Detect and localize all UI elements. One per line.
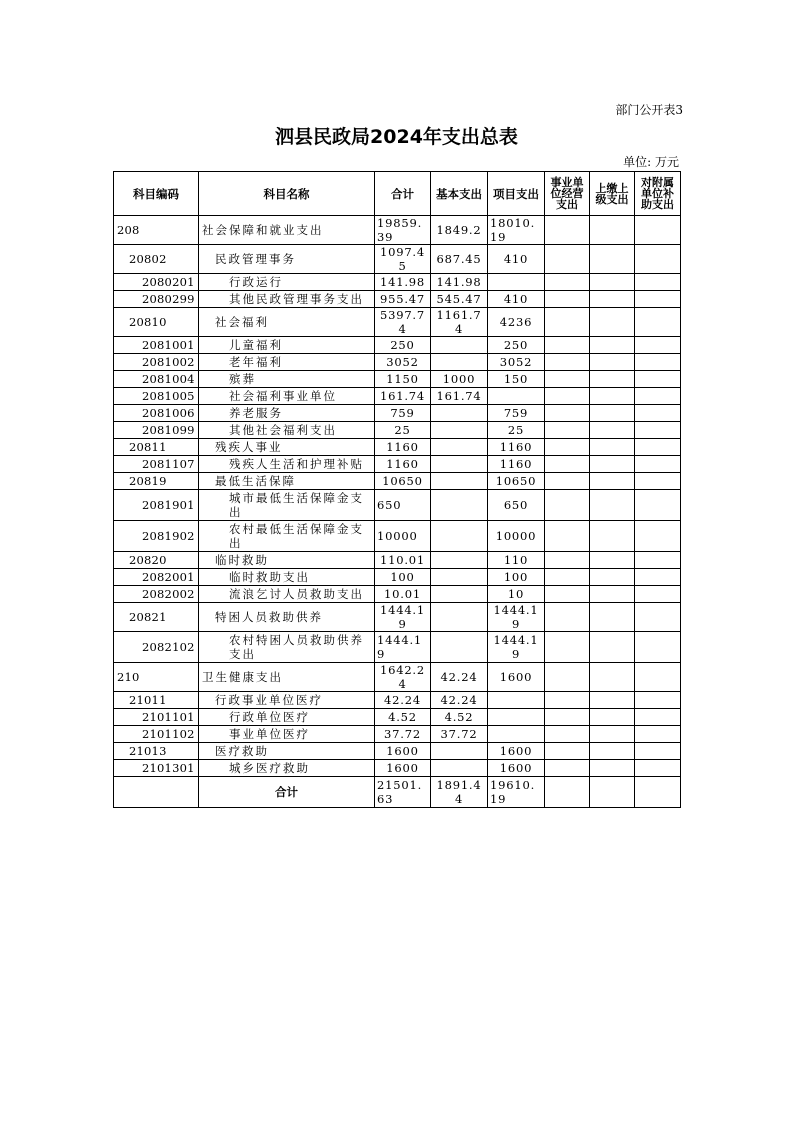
table-row [114, 308, 681, 337]
basic-cell [431, 337, 488, 354]
code-cell: 21013 [114, 743, 199, 760]
table-row [114, 274, 681, 291]
name-cell: 农村最低生活保障金支出 [199, 521, 375, 552]
basic-cell [431, 569, 488, 586]
project-cell: 10000 [488, 521, 545, 552]
code-cell: 2081001 [114, 337, 199, 354]
project-cell: 1160 [488, 456, 545, 473]
total-cell: 1160 [375, 439, 431, 456]
code-cell: 2081099 [114, 422, 199, 439]
basic-cell [431, 603, 488, 632]
basic-cell [431, 552, 488, 569]
business-cell [545, 709, 590, 726]
basic-cell [431, 439, 488, 456]
business-cell [545, 569, 590, 586]
table-row [114, 473, 681, 490]
project-cell: 10650 [488, 473, 545, 490]
header-subsidy: 对附属单位补助支出 [635, 172, 681, 216]
header-business: 事业单位经营支出 [545, 172, 590, 216]
subsidy-cell [635, 473, 681, 490]
business-cell [545, 337, 590, 354]
header-total: 合计 [375, 172, 431, 216]
subsidy-cell [635, 726, 681, 743]
code-cell: 2101301 [114, 760, 199, 777]
upper-cell [590, 586, 635, 603]
basic-cell [431, 473, 488, 490]
basic-cell: 4.52 [431, 709, 488, 726]
basic-cell [431, 490, 488, 521]
project-cell: 100 [488, 569, 545, 586]
code-cell: 2082001 [114, 569, 199, 586]
project-cell: 25 [488, 422, 545, 439]
total-cell: 759 [375, 405, 431, 422]
name-cell: 行政单位医疗 [199, 709, 375, 726]
header-name: 科目名称 [199, 172, 375, 216]
table-row [114, 354, 681, 371]
basic-cell [431, 354, 488, 371]
total-cell: 25 [375, 422, 431, 439]
business-cell [545, 388, 590, 405]
total-cell: 10650 [375, 473, 431, 490]
name-cell: 卫生健康支出 [199, 663, 375, 692]
code-cell: 2081107 [114, 456, 199, 473]
code-cell: 2082002 [114, 586, 199, 603]
subsidy-cell [635, 216, 681, 245]
code-cell: 2081005 [114, 388, 199, 405]
table-row [114, 692, 681, 709]
code-cell: 20819 [114, 473, 199, 490]
subsidy-cell [635, 603, 681, 632]
name-cell: 城市最低生活保障金支出 [199, 490, 375, 521]
subsidy-cell [635, 371, 681, 388]
total-cell: 37.72 [375, 726, 431, 743]
project-cell: 1444.19 [488, 603, 545, 632]
total-cell: 1150 [375, 371, 431, 388]
basic-cell: 141.98 [431, 274, 488, 291]
business-cell [545, 422, 590, 439]
total-cell: 19859.39 [375, 216, 431, 245]
total-business [545, 777, 590, 808]
table-row [114, 603, 681, 632]
upper-cell [590, 632, 635, 663]
business-cell [545, 663, 590, 692]
code-cell: 2101102 [114, 726, 199, 743]
basic-cell [431, 422, 488, 439]
subsidy-cell [635, 569, 681, 586]
business-cell [545, 371, 590, 388]
name-cell: 事业单位医疗 [199, 726, 375, 743]
total-cell: 10000 [375, 521, 431, 552]
subsidy-cell [635, 632, 681, 663]
project-cell: 1160 [488, 439, 545, 456]
code-cell: 20802 [114, 245, 199, 274]
form-tag: 部门公开表3 [615, 103, 683, 117]
name-cell: 其他民政管理事务支出 [199, 291, 375, 308]
table-row [114, 371, 681, 388]
name-cell: 流浪乞讨人员救助支出 [199, 586, 375, 603]
header-upper: 上缴上级支出 [590, 172, 635, 216]
upper-cell [590, 552, 635, 569]
project-cell: 1600 [488, 743, 545, 760]
project-cell: 250 [488, 337, 545, 354]
business-cell [545, 521, 590, 552]
table-row [114, 439, 681, 456]
business-cell [545, 274, 590, 291]
project-cell: 410 [488, 245, 545, 274]
unit-label: 单位: 万元 [623, 155, 679, 169]
subsidy-cell [635, 388, 681, 405]
project-cell [488, 692, 545, 709]
business-cell [545, 439, 590, 456]
project-cell: 1600 [488, 760, 545, 777]
upper-cell [590, 456, 635, 473]
code-cell: 2080201 [114, 274, 199, 291]
upper-cell [590, 371, 635, 388]
subsidy-cell [635, 552, 681, 569]
table-row [114, 743, 681, 760]
total-cell: 1600 [375, 743, 431, 760]
name-cell: 行政运行 [199, 274, 375, 291]
name-cell: 行政事业单位医疗 [199, 692, 375, 709]
total-cell: 1600 [375, 760, 431, 777]
total-cell: 42.24 [375, 692, 431, 709]
table-row [114, 632, 681, 663]
upper-cell [590, 422, 635, 439]
table-row [114, 663, 681, 692]
upper-cell [590, 473, 635, 490]
business-cell [545, 632, 590, 663]
upper-cell [590, 274, 635, 291]
table-body [114, 216, 681, 777]
project-cell: 1600 [488, 663, 545, 692]
table-row [114, 760, 681, 777]
basic-cell: 161.74 [431, 388, 488, 405]
name-cell: 养老服务 [199, 405, 375, 422]
business-cell [545, 490, 590, 521]
subsidy-cell [635, 439, 681, 456]
total-subsidy [635, 777, 681, 808]
code-cell: 20820 [114, 552, 199, 569]
subsidy-cell [635, 586, 681, 603]
upper-cell [590, 760, 635, 777]
subsidy-cell [635, 308, 681, 337]
upper-cell [590, 726, 635, 743]
upper-cell [590, 388, 635, 405]
business-cell [545, 552, 590, 569]
basic-cell: 687.45 [431, 245, 488, 274]
code-cell: 2082102 [114, 632, 199, 663]
code-cell: 2080299 [114, 291, 199, 308]
business-cell [545, 245, 590, 274]
code-cell: 2081901 [114, 490, 199, 521]
business-cell [545, 586, 590, 603]
upper-cell [590, 490, 635, 521]
upper-cell [590, 521, 635, 552]
business-cell [545, 354, 590, 371]
project-cell: 1444.19 [488, 632, 545, 663]
business-cell [545, 308, 590, 337]
upper-cell [590, 245, 635, 274]
project-cell: 10 [488, 586, 545, 603]
upper-cell [590, 569, 635, 586]
table-row [114, 388, 681, 405]
business-cell [545, 603, 590, 632]
subsidy-cell [635, 490, 681, 521]
upper-cell [590, 603, 635, 632]
total-cell: 110.01 [375, 552, 431, 569]
project-cell: 759 [488, 405, 545, 422]
subsidy-cell [635, 663, 681, 692]
name-cell: 临时救助支出 [199, 569, 375, 586]
business-cell [545, 291, 590, 308]
total-cell: 10.01 [375, 586, 431, 603]
table-row [114, 709, 681, 726]
subsidy-cell [635, 709, 681, 726]
name-cell: 社会保障和就业支出 [199, 216, 375, 245]
total-cell: 250 [375, 337, 431, 354]
total-total: 21501.63 [375, 777, 431, 808]
subsidy-cell [635, 245, 681, 274]
subsidy-cell [635, 405, 681, 422]
table-row [114, 405, 681, 422]
basic-cell: 37.72 [431, 726, 488, 743]
table-row [114, 422, 681, 439]
business-cell [545, 726, 590, 743]
subsidy-cell [635, 760, 681, 777]
subsidy-cell [635, 274, 681, 291]
upper-cell [590, 291, 635, 308]
business-cell [545, 405, 590, 422]
total-cell: 5397.74 [375, 308, 431, 337]
basic-cell: 1000 [431, 371, 488, 388]
code-cell: 208 [114, 216, 199, 245]
total-cell: 1097.45 [375, 245, 431, 274]
upper-cell [590, 354, 635, 371]
name-cell: 儿童福利 [199, 337, 375, 354]
basic-cell: 42.24 [431, 692, 488, 709]
table-row [114, 216, 681, 245]
expenditure-table [113, 171, 681, 808]
total-cell: 1160 [375, 456, 431, 473]
upper-cell [590, 308, 635, 337]
basic-cell [431, 405, 488, 422]
upper-cell [590, 709, 635, 726]
basic-cell: 42.24 [431, 663, 488, 692]
total-upper [590, 777, 635, 808]
total-cell: 100 [375, 569, 431, 586]
name-cell: 民政管理事务 [199, 245, 375, 274]
total-cell: 3052 [375, 354, 431, 371]
business-cell [545, 760, 590, 777]
code-cell: 2101101 [114, 709, 199, 726]
code-cell: 21011 [114, 692, 199, 709]
subsidy-cell [635, 354, 681, 371]
upper-cell [590, 663, 635, 692]
total-cell: 4.52 [375, 709, 431, 726]
name-cell: 其他社会福利支出 [199, 422, 375, 439]
project-cell [488, 726, 545, 743]
subsidy-cell [635, 743, 681, 760]
project-cell [488, 709, 545, 726]
basic-cell [431, 632, 488, 663]
header-code: 科目编码 [114, 172, 199, 216]
basic-cell: 1849.2 [431, 216, 488, 245]
basic-cell [431, 760, 488, 777]
name-cell: 残疾人事业 [199, 439, 375, 456]
total-cell: 1642.24 [375, 663, 431, 692]
code-cell: 20821 [114, 603, 199, 632]
basic-cell [431, 456, 488, 473]
code-cell: 2081006 [114, 405, 199, 422]
total-row [114, 777, 681, 808]
project-cell [488, 388, 545, 405]
code-cell: 210 [114, 663, 199, 692]
total-cell: 141.98 [375, 274, 431, 291]
project-cell: 110 [488, 552, 545, 569]
basic-cell: 1161.74 [431, 308, 488, 337]
upper-cell [590, 216, 635, 245]
header-basic: 基本支出 [431, 172, 488, 216]
subsidy-cell [635, 337, 681, 354]
table-row [114, 490, 681, 521]
name-cell: 城乡医疗救助 [199, 760, 375, 777]
code-cell: 20811 [114, 439, 199, 456]
code-cell: 2081004 [114, 371, 199, 388]
table-row [114, 569, 681, 586]
name-cell: 社会福利 [199, 308, 375, 337]
subsidy-cell [635, 521, 681, 552]
business-cell [545, 456, 590, 473]
total-cell: 650 [375, 490, 431, 521]
project-cell [488, 274, 545, 291]
project-cell: 410 [488, 291, 545, 308]
project-cell: 4236 [488, 308, 545, 337]
subsidy-cell [635, 422, 681, 439]
code-cell: 2081002 [114, 354, 199, 371]
total-cell: 955.47 [375, 291, 431, 308]
table-row [114, 337, 681, 354]
project-cell: 18010.19 [488, 216, 545, 245]
project-cell: 150 [488, 371, 545, 388]
upper-cell [590, 692, 635, 709]
project-cell: 3052 [488, 354, 545, 371]
table-row [114, 586, 681, 603]
table-row [114, 726, 681, 743]
name-cell: 社会福利事业单位 [199, 388, 375, 405]
business-cell [545, 743, 590, 760]
upper-cell [590, 337, 635, 354]
code-cell: 20810 [114, 308, 199, 337]
name-cell: 老年福利 [199, 354, 375, 371]
name-cell: 最低生活保障 [199, 473, 375, 490]
name-cell: 特困人员救助供养 [199, 603, 375, 632]
business-cell [545, 473, 590, 490]
table-header-row [114, 172, 681, 216]
table-row [114, 291, 681, 308]
subsidy-cell [635, 291, 681, 308]
business-cell [545, 692, 590, 709]
code-cell: 2081902 [114, 521, 199, 552]
name-cell: 临时救助 [199, 552, 375, 569]
name-cell: 残疾人生活和护理补贴 [199, 456, 375, 473]
total-basic: 1891.44 [431, 777, 488, 808]
table-row [114, 521, 681, 552]
table-row [114, 245, 681, 274]
page-title: 泗县民政局2024年支出总表 [275, 126, 518, 148]
total-cell: 1444.19 [375, 603, 431, 632]
business-cell [545, 216, 590, 245]
upper-cell [590, 439, 635, 456]
subsidy-cell [635, 456, 681, 473]
subsidy-cell [635, 692, 681, 709]
basic-cell [431, 586, 488, 603]
name-cell: 农村特困人员救助供养支出 [199, 632, 375, 663]
total-code-cell [114, 777, 199, 808]
header-project: 项目支出 [488, 172, 545, 216]
total-label: 合计 [199, 777, 375, 808]
total-cell: 1444.19 [375, 632, 431, 663]
table-row [114, 456, 681, 473]
name-cell: 医疗救助 [199, 743, 375, 760]
name-cell: 殡葬 [199, 371, 375, 388]
project-cell: 650 [488, 490, 545, 521]
basic-cell [431, 521, 488, 552]
total-cell: 161.74 [375, 388, 431, 405]
basic-cell [431, 743, 488, 760]
table-row [114, 552, 681, 569]
total-project: 19610.19 [488, 777, 545, 808]
upper-cell [590, 743, 635, 760]
basic-cell: 545.47 [431, 291, 488, 308]
upper-cell [590, 405, 635, 422]
